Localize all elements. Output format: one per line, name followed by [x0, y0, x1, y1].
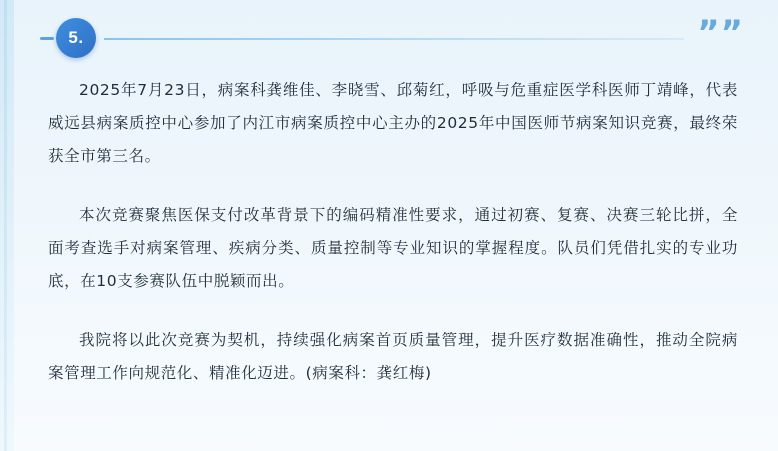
- left-accent-bar-line: [4, 0, 7, 451]
- paragraph: 2025年7月23日，病案科龚维佳、李晓雪、邱菊红，呼吸与危重症医学科医师丁靖峰，代表威远县病案质控中心参加了内江市病案质控中心主办的2025年中国医师节病案知识竞赛，最终荣获全市第三名。: [48, 81, 738, 165]
- left-accent-bar: [0, 0, 14, 451]
- header-rule-main: [104, 38, 684, 40]
- paragraph: 本次竞赛聚焦医保支付改革背景下的编码精准性要求，通过初赛、复赛、决赛三轮比拼，全面考查选手对病案管理、疾病分类、质量控制等专业知识的掌握程度。队员们凭借扎实的专业功底，在10支参赛队伍中脱颖而出。: [48, 206, 738, 290]
- quote-mark-icon: ””: [697, 13, 744, 53]
- paragraph: 我院将以此次竞赛为契机，持续强化病案首页质量管理，提升医疗数据准确性，推动全院病案管理工作向规范化、精准化迈进。(病案科：龚红梅): [48, 331, 738, 382]
- header-rule-left: [40, 37, 54, 40]
- article-body: [48, 74, 738, 390]
- section-header: [40, 13, 744, 58]
- section-number-badge: 5.: [56, 18, 96, 58]
